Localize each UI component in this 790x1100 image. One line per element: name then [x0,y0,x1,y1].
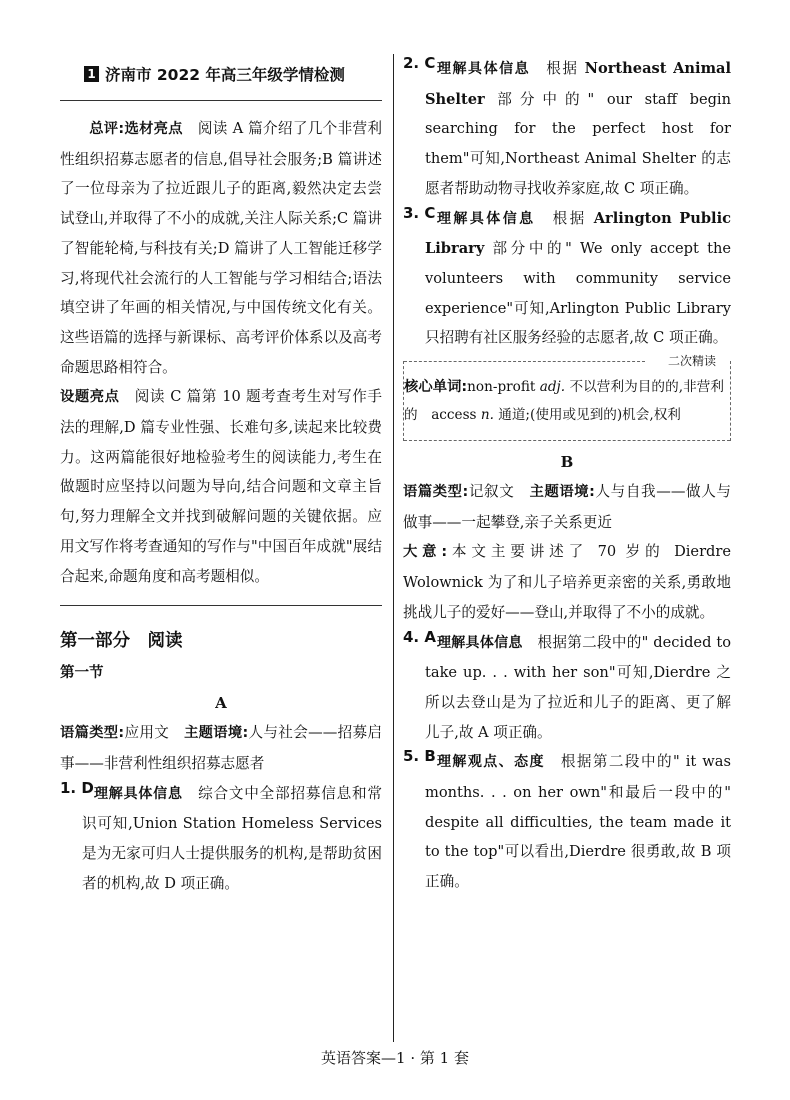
answer-text-bold: Arlington Public Library [425,209,732,258]
title-number-badge: 1 [84,66,99,82]
answer-text-bold: Northeast Animal Shelter [425,60,732,108]
core-vocabulary-label: 核心单词: [404,379,468,396]
overall-review-text: 阅读 A 篇介绍了几个非营利性组织招募志愿者的信息,倡导社会服务;B 篇讲述了一位母亲为了拉近跟儿子的距离,毅然决定去尝试登山,并取得了不小的成就,关注人际关系;C 篇讲了智能轮椅,与科技有关;D 篇讲了人工智能迁移学习,将现代社会流行的人工智能与学习相结合;语法填空讲了年画的相关情况,与中国传统文化有关。这些语篇的选择与新课标、高考评价体系以及高考命题思路相符合。 [60,120,382,376]
answer-item-2 [403,54,731,204]
answer-number: 5. B [403,747,436,766]
answer-number: 4. A [403,627,436,646]
overall-review-label: 总评:选材亮点 [89,121,183,137]
answer-type: 理解具体信息 [437,634,523,651]
answer-type: 理解具体信息 [437,210,536,227]
word-2-definition: 通道;(使用或见到的)机会,权利 [498,407,681,424]
answer-text: 综合文中全部招募信息和常识可知,Union Station Homeless Services 是为无家可归人士提供服务的机构,是帮助贫困者的机构,故 D 项正确。 [82,784,382,892]
answer-type: 理解具体信息 [94,785,183,802]
review-box [403,354,731,441]
word-2: access [431,407,477,424]
design-highlights-label: 设题亮点 [60,389,120,406]
review-box-tag: 二次精读 [664,352,720,369]
passage-b-theme: 人与自我——做人与做事——一起攀登,亲子关系更近 [403,483,731,531]
answer-item-1 [60,779,382,899]
passage-a-theme-label: 主题语境: [184,725,249,742]
answer-text-post: 部分中的" We only accept the volunteers with community service experience"可知,Arlington Public Library 只招聘有社区服务经验的志愿者,故 C 项正确。 [425,240,731,347]
answer-number: 1. D [60,778,94,797]
passage-b-idea-label: 大意: [403,544,448,561]
word-1-definition: 不以营利为目的的,非营利的 [404,379,725,424]
page-footer: 英语答案—1 · 第 1 套 [321,1049,469,1067]
answer-number: 2. C [403,54,436,72]
column-divider [393,54,394,1042]
passage-b-genre-label: 语篇类型: [403,484,469,501]
passage-a-heading: A [215,694,227,713]
passage-b-theme-label: 主题语境: [529,484,595,501]
answer-item-5 [403,747,731,897]
title-rule [60,100,382,101]
answer-text: 根据第二段中的" decided to take up. . . with her son"可知,Dierdre 之所以去登山是为了拉近和儿子的距离、更了解儿子,故 A 项正确。 [425,633,731,741]
answer-number: 3. C [403,203,436,222]
core-vocabulary [404,373,724,429]
title-text: 济南市 2022 年高三年级学情检测 [105,66,345,84]
passage-b-heading: B [560,453,574,472]
answer-item-4 [403,628,731,748]
passage-a-genre-label: 语篇类型: [60,725,125,742]
exam-title [84,62,382,86]
answer-text-pre: 根据 [546,60,585,77]
section-title: 第一节 [60,665,104,682]
summary-rule [60,605,382,606]
answer-type: 理解观点、态度 [437,754,545,771]
part-title: 第一部分 阅读 [60,631,183,652]
answer-type: 理解具体信息 [437,61,531,77]
word-1-pos: adj. [539,379,566,396]
passage-b-idea [403,537,731,627]
overall-review [60,114,382,382]
answer-text: 根据第二段中的" it was months. . . on her own"和最后一段中的" despite all difficulties, the team made it to the top"可以看出,Dierdre 很勇敢,故 B 项正确。 [425,753,731,891]
word-2-pos: n. [480,407,494,424]
design-highlights-text: 阅读 C 篇第 10 题考查考生对写作手法的理解,D 篇专业性强、长难句多,读起来比较费力。这两篇能很好地检验考生的阅读能力,考生在做题时应坚持以问题为导向,结合问题和文章主旨句,努力理解全文并找到破解问题的关键依据。应用文写作将考查通知的写作与"中国百年成就"展结合起来,命题角度和高考题相似。 [60,388,383,585]
passage-a-meta [60,718,382,778]
passage-a-genre: 应用文 [124,724,170,742]
passage-b-genre: 记叙文 [468,483,515,501]
word-1: non-profit [467,379,536,396]
design-highlights [60,382,382,591]
answer-item-3 [403,204,731,354]
answer-text-post: 部分中的" our staff begin searching for the perfect host for them"可知,Northeast Animal Shelter 的志愿者帮助动物寻找收养家庭,故 C 项正确。 [425,90,731,197]
passage-a-theme: 人与社会——招募启事——非营利性组织招募志愿者 [60,724,382,772]
right-column [403,54,731,897]
answer-text-pre: 根据 [552,209,594,227]
passage-b-idea-text: 本文主要讲述了 70 岁的 Dierdre Wolownick 为了和儿子培养更亲密的关系,勇敢地挑战儿子的爱好——登山,并取得了不小的成就。 [403,543,731,621]
passage-b-meta [403,477,731,537]
left-column [60,54,382,898]
